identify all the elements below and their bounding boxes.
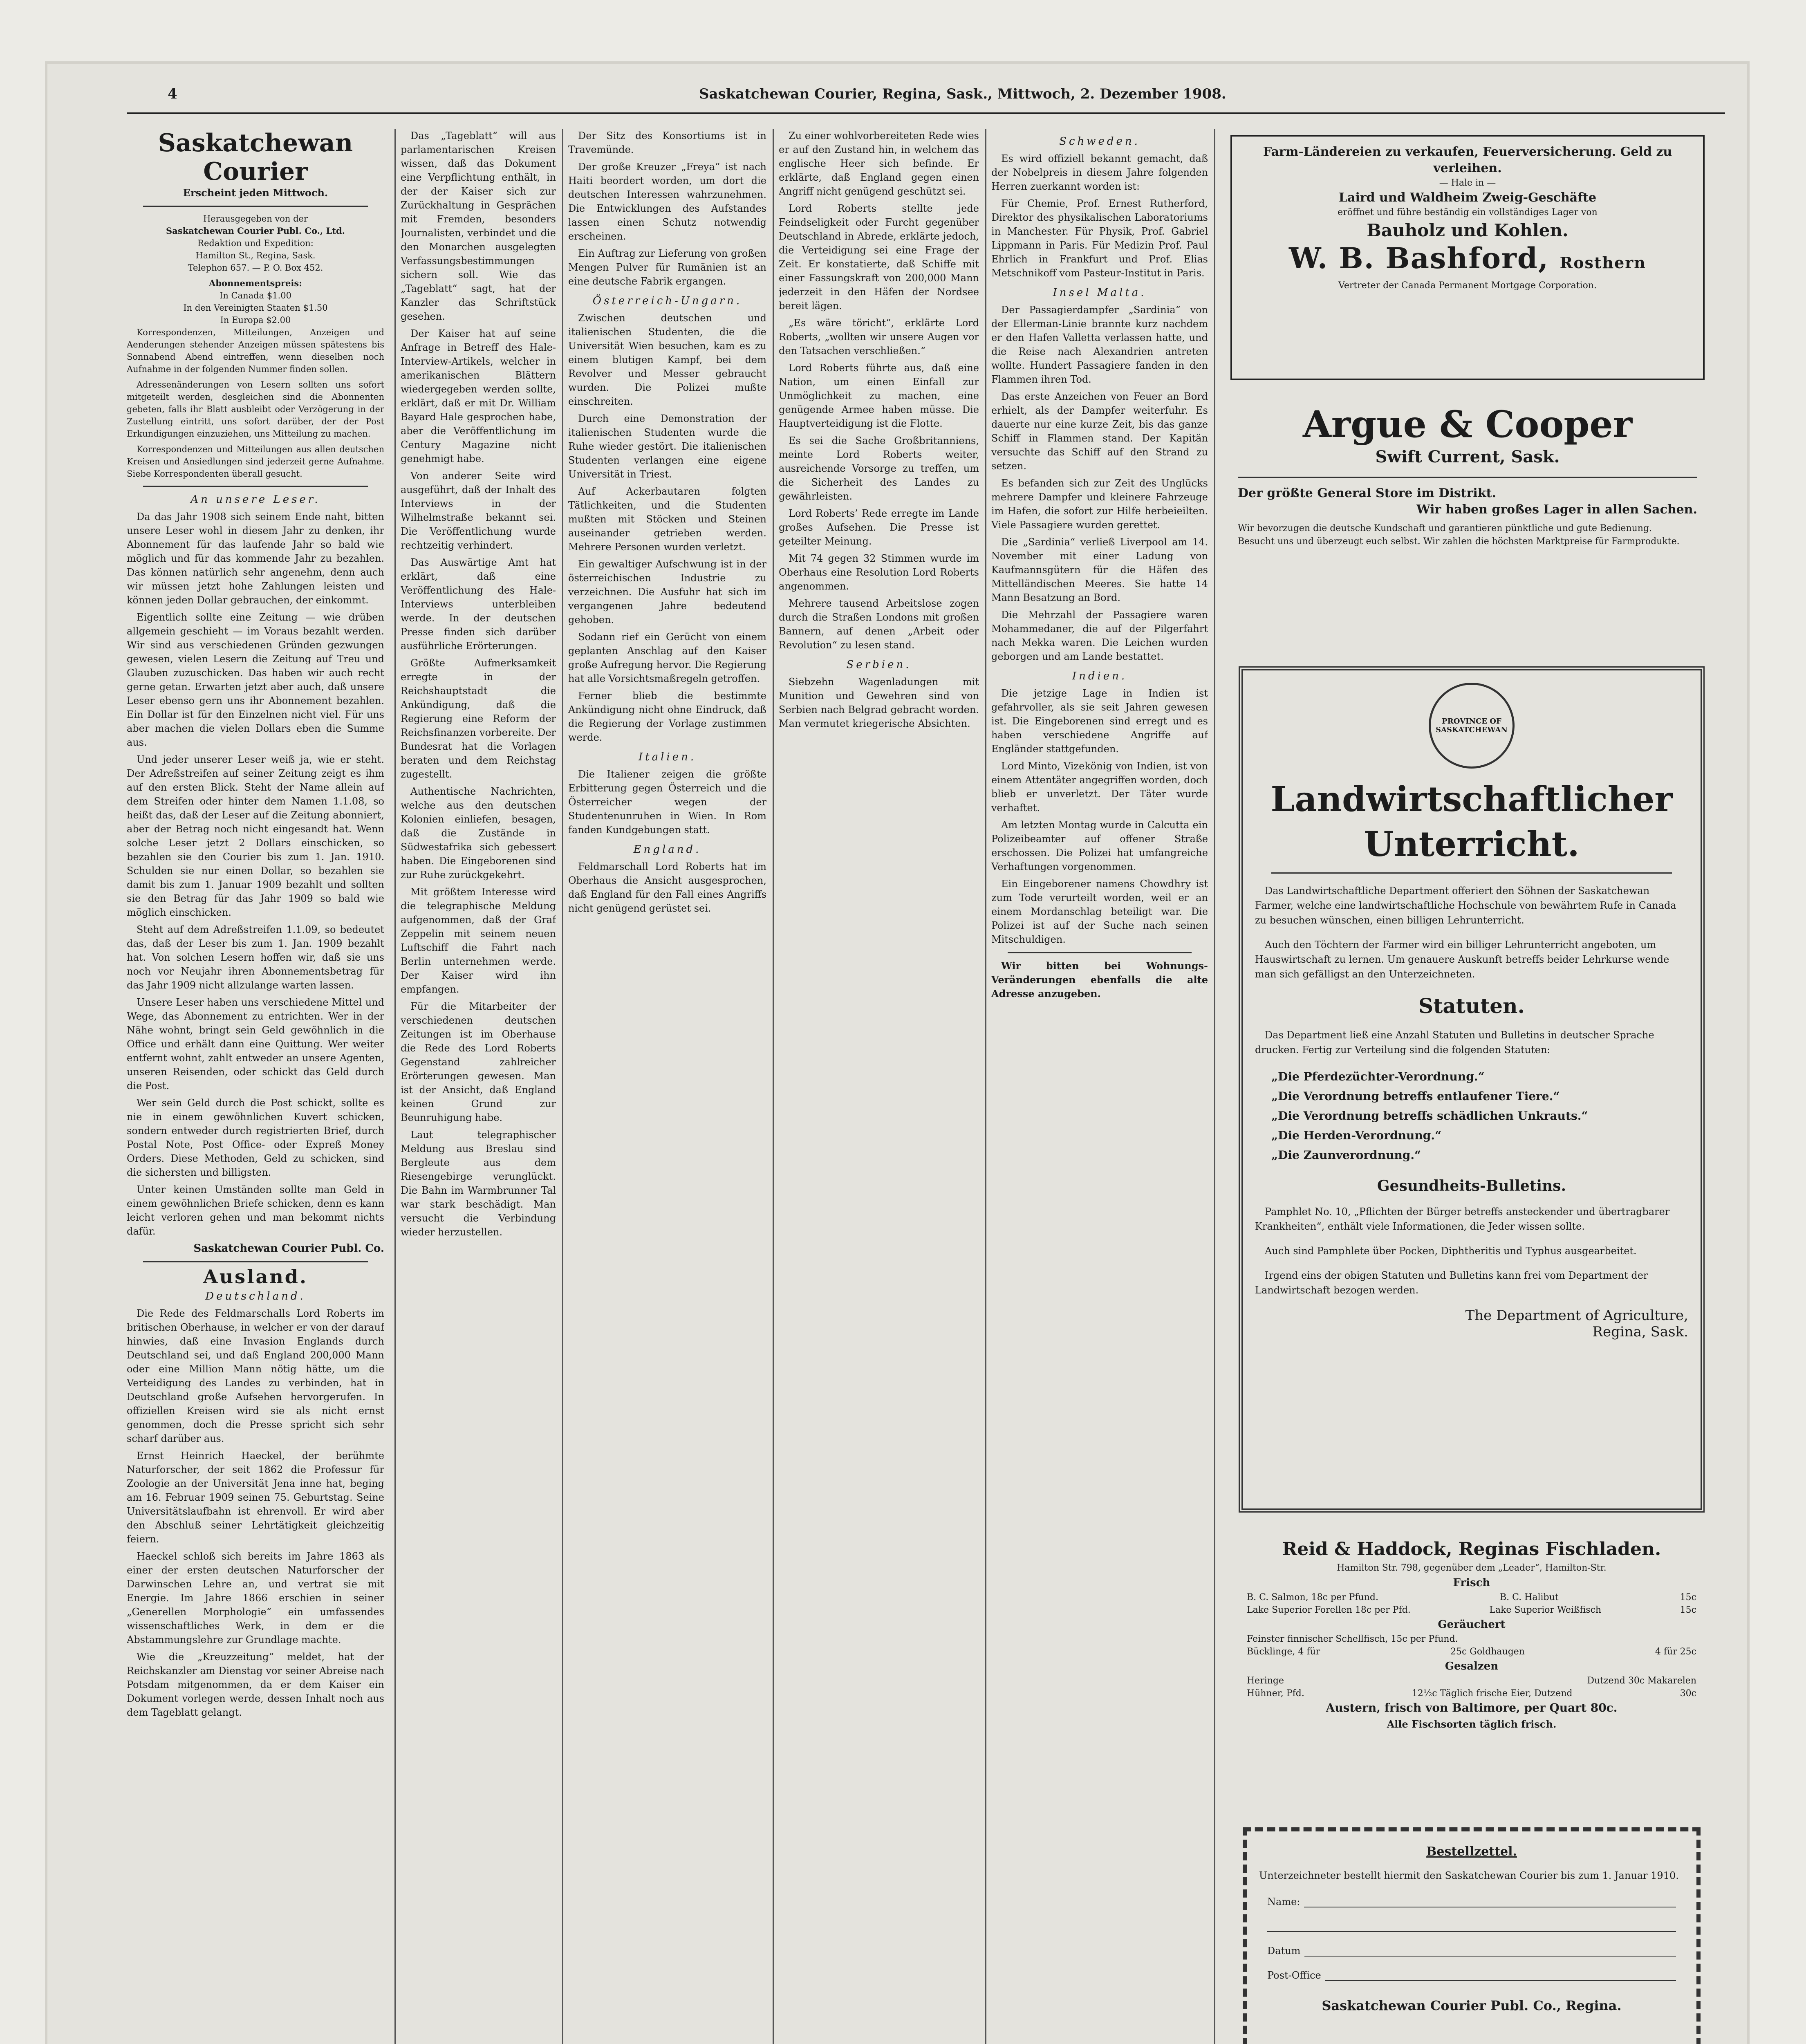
article-paragraph: Die Rede des Feldmarschalls Lord Roberts im britischen Oberhause, in welcher er von der darauf hinwies, daß eine Invasion Englands durch Deutschland sei, und daß England 200,000 Mann oder eine Million Mann nötig hätte, um die Verteidigung des Landes zu verbinden, hat in Deutschland große Aufsehen hervorgerufen. In offiziellen Kreisen wird sie als nicht ernst genommen, doch die Presse spricht sich sehr scharf darüber aus. — [127, 1308, 384, 1444]
ad-text: Vertreter der Canada Permanent Mortgage Corporation. — [1338, 280, 1597, 291]
argue-town: Swift Current, Sask. — [1375, 447, 1560, 466]
masthead-title: Saskatchewan Courier — [158, 129, 353, 186]
ad-reid-haddock — [1239, 1529, 1705, 1799]
section-heading: England. — [633, 843, 701, 856]
name-label: Name: — [1267, 1896, 1300, 1907]
office-address: Hamilton St., Regina, Sask. — [195, 251, 316, 260]
divider — [1238, 477, 1697, 478]
article-paragraph: Mehrere tausend Arbeitslose zogen durch die Straßen Londons mit großen Bannern, auf denen „Arbeit oder Revolution“ zu lesen stand. — [779, 598, 979, 651]
price-row — [1247, 1591, 1696, 1604]
section-heading: Indien. — [1072, 670, 1127, 682]
ad-text: Das Landwirtschaftliche Department offeriert den Söhnen der Saskatchewan Farmer, welche eine landwirtschaftliche Hochschule von bewährtem Rufe in Canada zu besuchen wünschen, einen billigen Lehrunterricht. — [1255, 885, 1676, 926]
landw-signature: The Department of Agriculture, — [1465, 1307, 1688, 1324]
bashford-name — [1239, 242, 1696, 279]
article-paragraph: Der Sitz des Konsortiums ist in Travemünde. — [568, 130, 766, 155]
seal-icon: PROVINCE OF SASKATCHEWAN — [1429, 683, 1515, 769]
form-row-post — [1267, 1969, 1676, 1981]
section-heading: Schweden. — [1059, 135, 1140, 148]
office-phone: Telephon 657. — P. O. Box 452. — [188, 263, 323, 273]
column-4 — [779, 129, 979, 2044]
article-paragraph: Von anderer Seite wird ausgeführt, daß der Inhalt des Interviews in der Wilhelmstraße bekannt sei. Die Veröffentlichung wurde rechtzeitig verhindert. — [401, 470, 556, 551]
order-form-publisher: Saskatchewan Courier Publ. Co., Regina. — [1322, 1998, 1622, 2013]
running-title: Saskatchewan Courier, Regina, Sask., Mittwoch, 2. Dezember 1908. — [699, 86, 1226, 102]
notice: Adressenänderungen von Lesern sollten uns sofort mitgeteilt werden, desgleichen sind die Abonnenten gebeten, falls ihr Blatt ausbleibt oder Verzögerung in der Zustellung eintritt, uns sofort darüber, der der Post Erkundigungen einzuziehen, uns Mitteilung zu machen. — [127, 380, 384, 439]
office-label: Redaktion und Expedition: — [197, 238, 314, 248]
price-row — [1247, 1633, 1696, 1645]
price-item: Heringe — [1247, 1676, 1284, 1686]
price-usa: In den Vereinigten Staaten $1.50 — [183, 303, 328, 313]
article-paragraph: Das erste Anzeichen von Feuer an Bord erhielt, als der Dampfer weiterfuhr. Es dauerte nur eine kurze Zeit, bis das ganze Schiff in Flammen stand. Der Kapitän versuchte das Schiff auf den Strand zu setzen. — [991, 391, 1208, 472]
reid-address: Hamilton Str. 798, gegenüber dem „Leader“, Hamilton-Str. — [1337, 1563, 1607, 1573]
article-paragraph: Wie die „Kreuzzeitung“ meldet, hat der Reichskanzler am Dienstag vor seiner Abreise nach Potsdam mitgenommen, da er dem Kaiser ein Dokument vorlegen werde, dessen Inhalt noch aus dem Tageblatt gelangt. — [127, 1651, 384, 1718]
price-item: B. C. Salmon, 18c per Pfund. — [1247, 1592, 1378, 1602]
article-paragraph: Sodann rief ein Gerücht von einem geplanten Anschlag auf den Kaiser große Aufregung hervor. Die Regierung hat alle Vorsichtsmaßregeln getroffen. — [568, 631, 766, 684]
ad-landwirtschaft — [1239, 666, 1705, 1513]
divider — [143, 206, 368, 207]
article-paragraph: Mit größtem Interesse wird die telegraphische Meldung aufgenommen, daß der Graf Zeppelin mit seinem neuen Luftschiff die Fahrt nach Berlin unternehmen werde. Der Kaiser wird ihn empfangen. — [401, 886, 556, 995]
datum-field[interactable] — [1304, 1944, 1676, 1957]
landw-title: Unterricht. — [1364, 824, 1580, 864]
argue-name: Argue & Cooper — [1302, 403, 1633, 446]
article-paragraph: Es sei die Sache Großbritanniens, meinte Lord Roberts weiter, ausreichende Vorsorge zu treffen, um die Sicherheit des Landes zu gewährleisten. — [779, 435, 979, 502]
article-paragraph: Ernst Heinrich Haeckel, der berühmte Naturforscher, der seit 1862 die Professur für Zoologie an der Universität Jena inne hat, beging am 16. Februar 1909 seinen 75. Geburtstag. Seine Universitätslaufbahn ist ehrenvoll. Er wird aber den Abschluß seiner Lehrtätigkeit gleichzeitig feiern. — [127, 1450, 384, 1545]
article-paragraph: Feldmarschall Lord Roberts hat im Oberhaus die Ansicht ausgesprochen, daß England für den Fall eines Angriffs nicht genügend gerüstet sei. — [568, 861, 766, 914]
reid-title: Reid & Haddock, Reginas Fischladen. — [1282, 1539, 1661, 1560]
price-value: 15c — [1680, 1605, 1696, 1615]
statute-item: „Die Verordnung betreffs schädlichen Unkrauts.“ — [1271, 1109, 1588, 1123]
bulletins-heading: Gesundheits-Bulletins. — [1377, 1177, 1566, 1195]
article-paragraph: Ferner blieb die bestimmte Ankündigung nicht ohne Eindruck, daß die Regierung der Vorlage zustimmen werde. — [568, 690, 766, 743]
article-paragraph: Es wird offiziell bekannt gemacht, daß der Nobelpreis in diesem Jahre folgenden Herren zuerkannt worden ist: — [991, 153, 1208, 192]
statute-item: „Die Pferdezüchter-Verordnung.“ — [1271, 1070, 1485, 1083]
article-paragraph: Lord Minto, Vizekönig von Indien, ist von einem Attentäter angegriffen worden, doch blieb er unverletzt. Der Täter wurde verhaftet. — [991, 760, 1208, 814]
article-paragraph: Authentische Nachrichten, welche aus den deutschen Kolonien einliefen, besagen, daß die Zustände in Südwestafrika sich gebessert haben. Die Eingeborenen sind zur Ruhe zurückgekehrt. — [401, 786, 556, 881]
page-number: 4 — [168, 86, 177, 102]
divider — [1008, 952, 1192, 953]
price-row — [1247, 1687, 1696, 1700]
post-office-label: Post-Office — [1267, 1970, 1321, 1981]
masthead-frequency: Erscheint jeden Mittwoch. — [183, 187, 328, 199]
address-notice: Wir bitten bei Wohnungs-Veränderungen ebenfalls die alte Adresse anzugeben. — [991, 960, 1208, 1000]
ad-bashford — [1230, 135, 1705, 380]
signoff: Saskatchewan Courier Publ. Co. — [193, 1242, 384, 1255]
ad-text: eröffnet und führe beständig ein vollständiges Lager von — [1338, 207, 1598, 217]
price-item: Bücklinge, 4 für — [1247, 1647, 1320, 1657]
article-paragraph: Haeckel schloß sich bereits im Jahre 1863 als einer der ersten deutschen Naturforscher der Darwinschen Lehre an, und vertrat sie mit Energie. Im Jahre 1866 erschien in seiner „Generellen Morphologie“ ein umfassendes wissenschaftliches Werk, in dem er die Abstammungslehre zur Grundlage machte. — [127, 1551, 384, 1645]
article-paragraph: Zwischen deutschen und italienischen Studenten, die die Universität Wien besuchen, kam es zu einem blutigen Kampf, bei dem Revolver und Messer gebraucht wurden. Die Polizei mußte einschreiten. — [568, 312, 766, 407]
price-item: B. C. Halibut — [1499, 1592, 1559, 1602]
statuten-heading: Statuten. — [1418, 994, 1525, 1018]
price-item: Hühner, Pfd. — [1247, 1688, 1304, 1699]
price-value: 4 für 25c — [1655, 1647, 1696, 1657]
article-paragraph: Durch eine Demonstration der italienischen Studenten wurde die Ruhe wieder gestört. Die italienischen Studenten verlangen eine eigene Universität in Triest. — [568, 413, 766, 480]
notice: Korrespondenzen, Mitteilungen, Anzeigen und Aenderungen stehender Anzeigen müssen spätestens bis Sonnabend Abend eintreffen, wenn dieselben noch Aufnahme in der folgenden Nummer finden sollen. — [127, 327, 384, 374]
ad-text: Auch sind Pamphlete über Pocken, Diphtheritis und Typhus ausgearbeitet. — [1265, 1245, 1637, 1257]
article-paragraph: Unter keinen Umständen sollte man Geld in einem gewöhnlichen Briefe schicken, denn es kann leicht verloren gehen und man bekommt nichts dafür. — [127, 1184, 384, 1237]
article-paragraph: Eigentlich sollte eine Zeitung — wie drüben allgemein geschieht — im Voraus bezahlt werden. Wir sind aus verschiedenen Gründen gezwungen gewesen, vielen Lesern die Zeitung auf Treu und Glauben zuzuschicken. Das haben wir auch recht gerne getan. Erwarten jetzt aber auch, daß unsere Leser ebenso gern uns ihr Abonnement bezahlen. Ein Dollar ist für den Einzelnen nicht viel. Für uns aber machen die vielen Dollars eben die Summe aus. — [127, 612, 384, 748]
order-form-title: Bestellzettel. — [1426, 1845, 1517, 1859]
ad-text: Wir haben großes Lager in allen Sachen. — [1416, 502, 1697, 517]
price-item: 12½c Täglich frische Eier, Dutzend — [1412, 1688, 1573, 1699]
datum-label: Datum — [1267, 1945, 1301, 1957]
article-paragraph: Lord Roberts stellte jede Feindseligkeit oder Furcht gegenüber Deutschland in Abrede, erklärte jedoch, die Verteidigung sei eine Frage der Zeit. Er konstatierte, daß Schiffe mit einer Fassungskraft von 200,000 Mann jederzeit in den Häfen der Nordsee bereit lägen. — [779, 203, 979, 312]
ad-text: Laird und Waldheim Zweig-Geschäfte — [1338, 191, 1597, 205]
section-heading: Italien. — [638, 751, 697, 763]
price-row — [1247, 1645, 1696, 1658]
header-rule — [127, 112, 1725, 114]
article-paragraph: Steht auf dem Adreßstreifen 1.1.09, so bedeutet das, daß der Leser bis zum 1. Jan. 1909 bezahlt hat. Von solchen Lesern hoffen wir, daß sie uns noch vor Neujahr ihren Abonnementsbetrag für das Jahr 1909 nicht allzulange warten lassen. — [127, 924, 384, 991]
running-header — [45, 86, 1750, 110]
order-form — [1243, 1827, 1701, 2044]
price-row — [1247, 1604, 1696, 1616]
ad-text: Bauholz und Kohlen. — [1367, 220, 1568, 240]
ad-text: Wir bevorzugen die deutsche Kundschaft und garantieren pünktliche und gute Bedienung. — [1238, 523, 1652, 533]
article-paragraph: Ein Eingeborener namens Chowdhry ist zum Tode verurteilt worden, weil er an einem Mordanschlag beteiligt war. Die Polizei ist auf der Suche nach seinen Mitschuldigen. — [991, 878, 1208, 945]
article-paragraph: Die Italiener zeigen die größte Erbitterung gegen Österreich und die Österreicher wegen der Studentenunruhen in Wien. In Rom fanden Kundgebungen statt. — [568, 769, 766, 836]
article-paragraph: Mit 74 gegen 32 Stimmen wurde im Oberhaus eine Resolution Lord Roberts angenommen. — [779, 553, 979, 592]
ad-text: Farm-Ländereien zu verkaufen, Feuerversicherung. Geld zu verleihen. — [1263, 145, 1672, 175]
ad-text: Pamphlet No. 10, „Pflichten der Bürger betreffs ansteckender und übertragbarer Krankheiten“, enthält viele Informationen, die Jeder wissen sollte. — [1255, 1206, 1670, 1232]
price-item: Lake Superior Weißfisch — [1489, 1605, 1602, 1615]
article-paragraph: Zu einer wohlvorbereiteten Rede wies er auf den Zustand hin, in welchem das englische Heer sich befinde. Er erklärte, daß England gegen einen Angriff nicht genügend geschützt sei. — [779, 130, 979, 197]
bashford-name-text: W. B. Bashford, — [1289, 241, 1549, 275]
article-paragraph: Der Passagierdampfer „Sardinia“ von der Ellerman-Linie brannte kurz nachdem er den Hafen Valletta verlassen hatte, und die Reise nach Alexandrien antreten wollte. Hundert Passagiere fanden in den Flammen ihren Tod. — [991, 304, 1208, 385]
article-paragraph: Und jeder unserer Leser weiß ja, wie er steht. Der Adreßstreifen auf seiner Zeitung zeigt es ihm auf den ersten Blick. Steht der Name allein auf dem Streifen oder hinter dem Namen 1.1.08, so heißt das, daß der Leser auf die Zeitung abonniert, aber der Betrag noch nicht eingesandt hat. Wenn solche Leser jetzt 2 Dollars einschicken, so bezahlen sie den Courier bis zum 1. Jan. 1910. Schulden sie nur einen Dollar, so bezahlen sie damit bis zum 1. Januar 1909 bezahlt und sollten sie den Betrag für das Jahr 1909 so bald wie möglich einschicken. — [127, 754, 384, 918]
article-paragraph: Der große Kreuzer „Freya“ ist nach Haiti beordert worden, um dort die deutschen Interessen wahrzunehmen. Die Entwicklungen des Aufstandes lassen einen Schutz notwendig erscheinen. — [568, 161, 766, 242]
article-paragraph: Der Kaiser hat auf seine Anfrage in Betreff des Hale-Interview-Artikels, welcher in amerikanischen Blättern wiedergegeben werden sollte, erklärt, daß er mit Dr. William Bayard Hale gesprochen habe, aber die Veröffentlichung im Century Magazine nicht genehmigt habe. — [401, 328, 556, 464]
landw-title: Landwirtschaftlicher — [1270, 779, 1673, 819]
article-paragraph: Am letzten Montag wurde in Calcutta ein Polizeibeamter auf offener Straße erschossen. Die Polizei hat umfangreiche Verhaftungen vorgenommen. — [991, 819, 1208, 872]
price-item: Dutzend 30c Makarelen — [1587, 1676, 1696, 1686]
publisher-line: Herausgegeben von der — [203, 214, 308, 224]
ad-argue-cooper — [1230, 397, 1705, 650]
price-item: 25c Goldhaugen — [1450, 1647, 1525, 1657]
column-1 — [127, 129, 384, 2044]
statute-item: „Die Herden-Verordnung.“ — [1271, 1129, 1442, 1142]
article-paragraph: Lord Roberts führte aus, daß eine Nation, um einen Einfall zur Unmöglichkeit zu machen, eine genügende Armee haben müsse. Die Hauptverteidigung ist die Flotte. — [779, 362, 979, 429]
ad-text: Irgend eins der obigen Statuten und Bulletins kann frei vom Department der Landwirtschaft bezogen werden. — [1255, 1270, 1648, 1296]
landw-signature: Regina, Sask. — [1592, 1324, 1688, 1340]
divider — [1271, 872, 1672, 874]
ad-text: Besucht uns und überzeugt euch selbst. Wir zahlen die höchsten Marktpreise für Farmprodukte. — [1238, 536, 1680, 547]
newspaper-page — [45, 61, 1750, 2044]
form-row-datum — [1267, 1944, 1676, 1957]
price-canada: In Canada $1.00 — [220, 291, 291, 300]
article-paragraph: Lord Roberts’ Rede erregte im Lande großes Aufsehen. Die Presse ist geteilter Meinung. — [779, 508, 979, 547]
post-office-field[interactable] — [1325, 1969, 1676, 1981]
notice: Korrespondenzen und Mitteilungen aus allen deutschen Kreisen und Ansiedlungen sind jederzeit gerne Aufnahme. Siebe Korrespondenten überall gesucht. — [127, 444, 384, 479]
prices-heading: Abonnementspreis: — [209, 278, 302, 288]
article-paragraph: Für die Mitarbeiter der verschiedenen deutschen Zeitungen ist im Oberhause die Rede des Lord Roberts Gegenstand zahlreicher Erörterungen gewesen. Man ist der Ansicht, daß England keinen Grund zur Beunruhigung habe. — [401, 1001, 556, 1123]
article-paragraph: Die jetzige Lage in Indien ist gefahrvoller, als sie seit Jahren gewesen ist. Die Eingeborenen sind erregt und es haben verschiedene Angriffe auf Engländer stattgefunden. — [991, 688, 1208, 755]
article-paragraph: Das „Tageblatt“ will aus parlamentarischen Kreisen wissen, daß das Dokument eine Verpflichtung enthält, in der der Kaiser sich zur Zurückhaltung in Gesprächen mit Fremden, besonders Journalisten, verbindet und die den Monarchen ausgelegten Verfassungsbestimmungen sichern soll. Wie das „Tageblatt“ sagt, hat der Kanzler das Schriftstück gesehen. — [401, 130, 556, 322]
ad-text: Auch den Töchtern der Farmer wird ein billiger Lehrunterricht angeboten, um Hauswirtschaft zu lernen. Um genauere Auskunft betreffs beider Lehrkurse wende man sich gefälligst an den Unterzeichneten. — [1255, 939, 1669, 980]
ad-text: Das Department ließ eine Anzahl Statuten und Bulletins in deutscher Sprache drucken. Fertig zur Verteilung sind die folgenden Statuten: — [1255, 1029, 1654, 1056]
reid-austern: Austern, frisch von Baltimore, per Quart 80c. — [1326, 1701, 1618, 1715]
price-value: 30c — [1680, 1688, 1696, 1699]
article-paragraph: Die „Sardinia“ verließ Liverpool am 14. November mit einer Ladung von Kaufmannsgütern für die Häfen des Mittelländischen Meeres. Sie hatte 14 Mann Besatzung an Bord. — [991, 536, 1208, 603]
column-3 — [568, 129, 766, 2044]
divider — [143, 1261, 368, 1262]
article-paragraph: Für Chemie, Prof. Ernest Rutherford, Direktor des physikalischen Laboratoriums in Manchester. Für Physik, Prof. Gabriel Lippmann in Paris. Für Medizin Prof. Paul Ehrlich in Frankfurt und Prof. Elias Metschnikoff vom Pasteur-Institut in Paris. — [991, 198, 1208, 279]
section-heading: Serbien. — [846, 659, 912, 671]
article-paragraph: Die Mehrzahl der Passagiere waren Mohammedaner, die auf der Pilgerfahrt nach Mekka waren. Die Leichen wurden geborgen und am Lande bestattet. — [991, 609, 1208, 662]
publisher-name: Saskatchewan Courier Publ. Co., Ltd. — [166, 226, 345, 236]
article-paragraph: Wer sein Geld durch die Post schickt, sollte es nie in einem gewöhnlichen Kuvert schicken, sondern entweder durch registrierten Brief, durch Postal Note, Post Office- oder Expreß Money Orders. Diese Methoden, Geld zu schicken, sind die sichersten und billigsten. — [127, 1097, 384, 1178]
ausland-heading: Ausland. — [203, 1266, 308, 1288]
reid-category: Geräuchert — [1438, 1618, 1506, 1631]
section-heading: Deutschland. — [205, 1290, 306, 1302]
article-paragraph: Siebzehn Wagenladungen mit Munition und Gewehren sind von Serbien nach Belgrad gebracht worden. Man vermutet kriegerische Absichten. — [779, 676, 979, 729]
article-paragraph: Ein Auftrag zur Lieferung von großen Mengen Pulver für Rumänien ist an eine deutsche Fabrik ergangen. — [568, 248, 766, 287]
price-europe: In Europa $2.00 — [220, 315, 291, 325]
section-heading: An unsere Leser. — [190, 493, 320, 506]
column-rule — [985, 129, 986, 2044]
divider — [143, 486, 368, 487]
bashford-place: Rosthern — [1560, 253, 1646, 272]
section-heading: Insel Malta. — [1053, 287, 1147, 299]
ad-text: Der größte General Store im Distrikt. — [1238, 486, 1496, 500]
price-value: 15c — [1680, 1592, 1696, 1602]
price-row — [1247, 1674, 1696, 1687]
article-paragraph: Ein gewaltiger Aufschwung ist in der österreichischen Industrie zu verzeichnen. Die Ausfuhr hat sich im vergangenen Jahre bedeutend gehoben. — [568, 558, 766, 625]
name-field[interactable] — [1304, 1895, 1676, 1907]
section-heading: Österreich-Ungarn. — [592, 295, 742, 307]
reid-category: Frisch — [1453, 1577, 1490, 1589]
price-item: Lake Superior Forellen 18c per Pfd. — [1247, 1605, 1411, 1615]
column-rule — [394, 129, 396, 2044]
column-rule — [1214, 129, 1215, 2044]
column-rule — [562, 129, 563, 2044]
article-paragraph: „Es wäre töricht“, erklärte Lord Roberts, „wollten wir unsere Augen vor den Tatsachen verschließen.“ — [779, 317, 979, 356]
reid-category: Gesalzen — [1445, 1660, 1499, 1672]
article-paragraph: Größte Aufmerksamkeit erregte in der Reichshauptstadt die Ankündigung, daß die Regierung eine Reform der Reichsfinanzen vorbereite. Der Bundesrat hat die Vorlagen beraten und dem Reichstag zugestellt. — [401, 657, 556, 780]
article-paragraph: Laut telegraphischer Meldung aus Breslau sind Bergleute aus dem Riesengebirge verunglückt. Die Bahn im Warmbrunner Tal war stark beschädigt. Man versucht die Verbindung wieder herzustellen. — [401, 1129, 556, 1238]
article-paragraph: Unsere Leser haben uns verschiedene Mittel und Wege, das Abonnement zu entrichten. Wer in der Nähe wohnt, bringt sein Geld gewöhnlich in die Office und erhält dann eine Quittung. Wer weiter entfernt wohnt, zahlt entweder an unsere Agenten, unseren Reisenden, oder schickt das Geld durch die Post. — [127, 997, 384, 1091]
column-2 — [401, 129, 556, 2044]
order-form-text: Unterzeichneter bestellt hiermit den Saskatchewan Courier bis zum 1. Januar 1910. — [1259, 1870, 1679, 1881]
article-paragraph: Auf Ackerbautaren folgten Tätlichkeiten, und die Studenten mußten mit Stöcken und Steinen auseinander getrieben werden. Mehrere Personen wurden verletzt. — [568, 486, 766, 553]
article-paragraph: Es befanden sich zur Zeit des Unglücks mehrere Dampfer und kleinere Fahrzeuge im Hafen, die sofort zur Hilfe herbeieilten. Viele Passagiere wurden gerettet. — [991, 477, 1208, 531]
price-item: Feinster finnischer Schellfisch, 15c per Pfund. — [1247, 1634, 1458, 1644]
blank-field[interactable] — [1267, 1920, 1676, 1932]
reid-footer: Alle Fischsorten täglich frisch. — [1387, 1718, 1557, 1730]
column-5 — [991, 129, 1208, 2044]
column-rule — [773, 129, 774, 2044]
article-paragraph: Da das Jahr 1908 sich seinem Ende naht, bitten unsere Leser wohl in diesem Jahr zu denken, ihr Abonnement für das laufende Jahr so bald wie möglich und für das kommende Jahr zu bezahlen. Das können natürlich sehr angenehm, denn auch wir müssen jetzt hohe Zahlungen leisten und können jeden Dollar gebrauchen, der einkommt. — [127, 511, 384, 606]
statute-item: „Die Zaunverordnung.“ — [1271, 1148, 1421, 1162]
statute-item: „Die Verordnung betreffs entlaufener Tiere.“ — [1271, 1089, 1560, 1103]
article-paragraph: Das Auswärtige Amt hat erklärt, daß eine Veröffentlichung des Hale-Interviews unterbleiben werde. In der deutschen Presse finden sich darüber ausführliche Erörterungen. — [401, 557, 556, 652]
form-row-name — [1267, 1895, 1676, 1907]
ad-text: — Hale in — — [1439, 178, 1496, 188]
form-row-blank — [1267, 1920, 1676, 1932]
